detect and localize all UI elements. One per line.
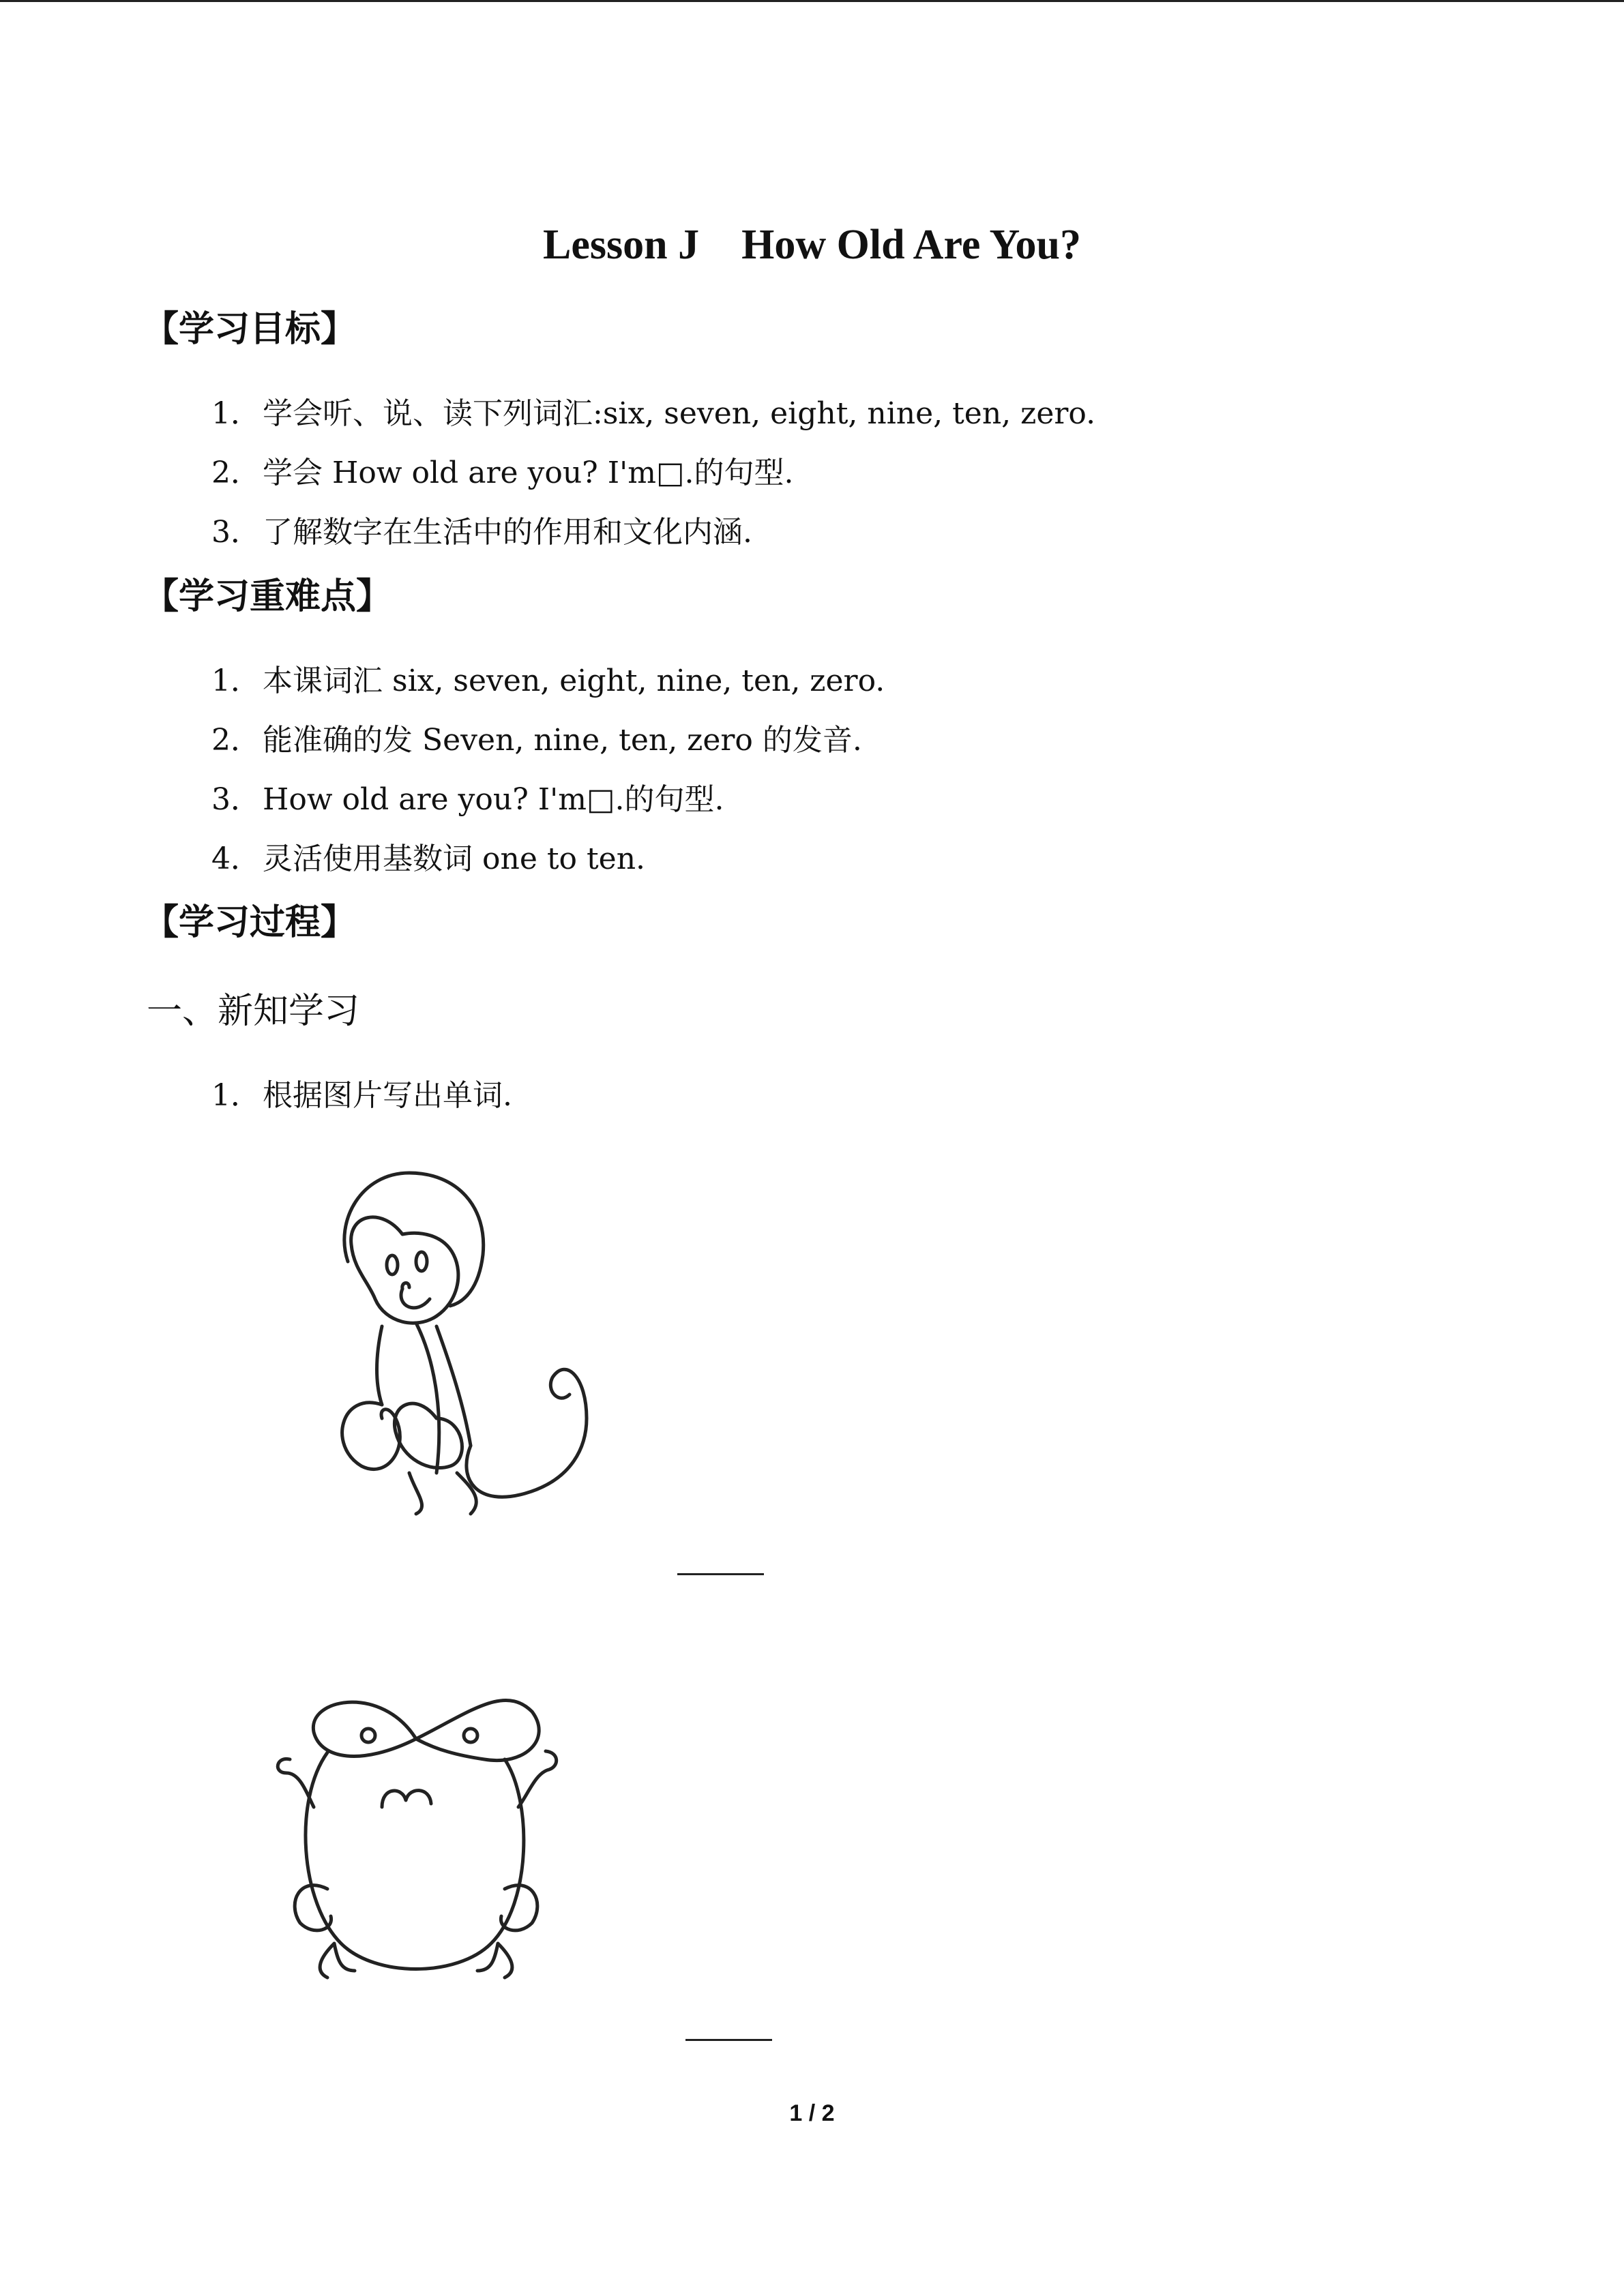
monkey-drawing-icon [300, 1159, 641, 1534]
objective-item [211, 389, 1095, 432]
answer-blank[interactable] [685, 2039, 772, 2041]
item-text: How old are you? I'm□.的句型. [263, 782, 724, 817]
page-number: 1 / 2 [789, 2100, 835, 2126]
item-number: 1． [211, 396, 261, 431]
objective-item [211, 448, 794, 492]
task-item [211, 1071, 512, 1114]
frog-drawing-icon [259, 1684, 600, 2012]
item-text: 灵活使用基数词 one to ten. [263, 841, 646, 876]
key-point-item [211, 775, 724, 818]
item-number: 3． [211, 515, 261, 550]
part-one-title: 一、新知学习 [147, 991, 360, 1032]
item-number: 2． [211, 456, 261, 490]
key-points-heading: 【学习重难点】 [143, 576, 392, 617]
item-number: 1． [211, 664, 261, 698]
key-point-item [211, 715, 862, 759]
item-number: 2． [211, 723, 261, 758]
item-text: 本课词汇 six, seven, eight, nine, ten, zero. [263, 664, 885, 698]
objectives-heading: 【学习目标】 [143, 309, 357, 350]
item-text: 学会 How old are you? I'm□.的句型. [263, 456, 794, 490]
process-heading: 【学习过程】 [143, 902, 357, 943]
item-text: 了解数字在生活中的作用和文化内涵. [263, 515, 752, 550]
key-point-item [211, 656, 885, 700]
item-text: 学会听、说、读下列词汇:six, seven, eight, nine, ten, zero. [263, 396, 1096, 431]
item-number: 3． [211, 782, 261, 817]
item-number: 4． [211, 841, 261, 876]
lesson-title: Lesson J How Old Are You? [543, 222, 1081, 268]
key-point-item [211, 834, 645, 878]
answer-blank[interactable] [677, 1573, 764, 1575]
item-text: 能准确的发 Seven, nine, ten, zero 的发音. [263, 723, 862, 758]
page-top-border [0, 0, 1624, 2]
item-text: 根据图片写出单词. [263, 1078, 512, 1113]
objective-item [211, 507, 752, 551]
item-number: 1． [211, 1078, 261, 1113]
